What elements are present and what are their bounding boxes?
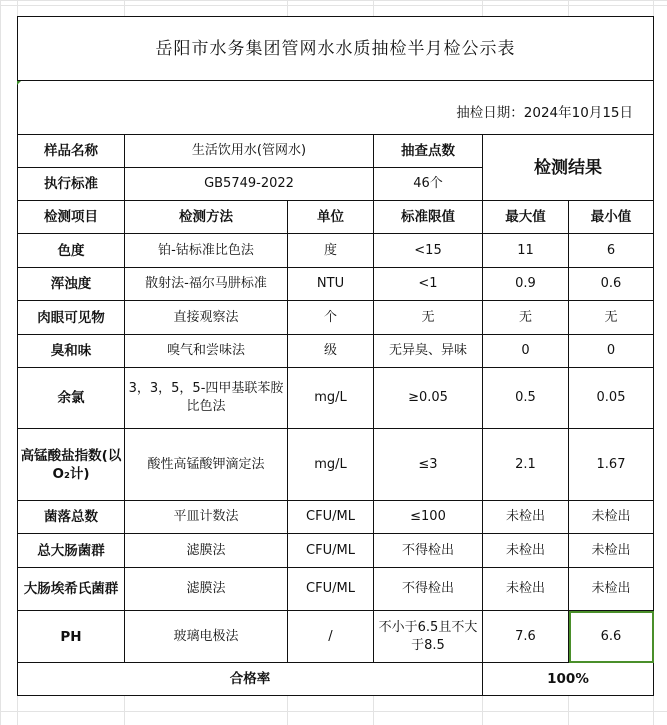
header-cell[interactable]: 单位 [288,201,374,234]
max-cell[interactable]: 7.6 [483,611,569,663]
pass-rate-row [18,663,654,696]
min-cell[interactable]: 0 [569,335,654,368]
unit-cell[interactable]: 个 [288,301,374,335]
table-row [18,501,654,534]
method-cell[interactable]: 滤膜法 [125,568,288,611]
max-cell[interactable]: 0 [483,335,569,368]
method-cell[interactable]: 直接观察法 [125,301,288,335]
max-cell[interactable]: 未检出 [483,501,569,534]
item-cell[interactable]: 大肠埃希氏菌群 [18,568,125,611]
method-cell[interactable]: 滤膜法 [125,534,288,568]
water-quality-table [17,16,654,696]
method-cell[interactable]: 铂-钴标准比色法 [125,234,288,268]
item-cell[interactable]: 总大肠菌群 [18,534,125,568]
unit-cell[interactable]: / [288,611,374,663]
unit-cell[interactable]: CFU/ML [288,534,374,568]
standard[interactable]: GB5749-2022 [125,168,374,201]
item-cell[interactable]: 高锰酸盐指数(以O₂计) [18,429,125,501]
max-cell[interactable]: 0.9 [483,268,569,301]
min-cell[interactable]: 无 [569,301,654,335]
limit-cell[interactable]: ≤100 [374,501,483,534]
max-cell[interactable]: 0.5 [483,368,569,429]
max-cell[interactable]: 未检出 [483,534,569,568]
header-cell[interactable]: 标准限值 [374,201,483,234]
min-cell[interactable]: 0.05 [569,368,654,429]
points[interactable]: 46个 [374,168,483,201]
method-cell[interactable]: 玻璃电极法 [125,611,288,663]
header-cell[interactable]: 最小值 [569,201,654,234]
limit-cell[interactable]: 不得检出 [374,568,483,611]
unit-cell[interactable]: CFU/ML [288,568,374,611]
item-cell[interactable]: 肉眼可见物 [18,301,125,335]
min-cell[interactable]: 1.67 [569,429,654,501]
table-row [18,568,654,611]
min-cell[interactable]: 6 [569,234,654,268]
sample-name[interactable]: 生活饮用水(管网水) [125,135,374,168]
min-cell[interactable]: 0.6 [569,268,654,301]
limit-cell[interactable]: <15 [374,234,483,268]
table-row [18,611,654,663]
standard-label[interactable]: 执行标准 [18,168,125,201]
method-cell[interactable]: 酸性高锰酸钾滴定法 [125,429,288,501]
item-cell[interactable]: PH [18,611,125,663]
table-row [18,301,654,335]
pass-rate-label[interactable]: 合格率 [18,663,483,696]
header-cell[interactable]: 最大值 [483,201,569,234]
table-row [18,429,654,501]
item-cell[interactable]: 余氯 [18,368,125,429]
method-cell[interactable]: 嗅气和尝味法 [125,335,288,368]
item-cell[interactable]: 臭和味 [18,335,125,368]
min-cell[interactable]: 未检出 [569,501,654,534]
table-row [18,335,654,368]
max-cell[interactable]: 11 [483,234,569,268]
pass-rate[interactable]: 100% [483,663,654,696]
method-cell[interactable]: 平皿计数法 [125,501,288,534]
min-cell[interactable]: 未检出 [569,568,654,611]
limit-cell[interactable]: ≤3 [374,429,483,501]
unit-cell[interactable]: mg/L [288,429,374,501]
inspection-date[interactable]: 抽检日期：2024年10月15日 [18,81,654,135]
min-cell[interactable]: 未检出 [569,534,654,568]
header-cell[interactable]: 检测项目 [18,201,125,234]
max-cell[interactable]: 无 [483,301,569,335]
item-cell[interactable]: 菌落总数 [18,501,125,534]
table-row [18,268,654,301]
max-cell[interactable]: 2.1 [483,429,569,501]
min-cell-selected[interactable]: 6.6 [569,611,654,663]
max-cell[interactable]: 未检出 [483,568,569,611]
points-label[interactable]: 抽查点数 [374,135,483,168]
method-cell[interactable]: 3，3，5，5-四甲基联苯胺比色法 [125,368,288,429]
unit-cell[interactable]: 度 [288,234,374,268]
limit-cell[interactable]: 不小于6.5且不大于8.5 [374,611,483,663]
table-row [18,534,654,568]
limit-cell[interactable]: 不得检出 [374,534,483,568]
limit-cell[interactable]: 无 [374,301,483,335]
unit-cell[interactable]: NTU [288,268,374,301]
table-row [18,368,654,429]
unit-cell[interactable]: mg/L [288,368,374,429]
table-row [18,234,654,268]
header-row [18,201,654,234]
cell-comment-marker [17,81,21,85]
unit-cell[interactable]: CFU/ML [288,501,374,534]
unit-cell[interactable]: 级 [288,335,374,368]
item-cell[interactable]: 色度 [18,234,125,268]
result-label[interactable]: 检测结果 [483,135,654,201]
limit-cell[interactable]: <1 [374,268,483,301]
header-cell[interactable]: 检测方法 [125,201,288,234]
page-title[interactable]: 岳阳市水务集团管网水水质抽检半月检公示表 [18,17,654,81]
limit-cell[interactable]: ≥0.05 [374,368,483,429]
limit-cell[interactable]: 无异臭、异味 [374,335,483,368]
item-cell[interactable]: 浑浊度 [18,268,125,301]
method-cell[interactable]: 散射法-福尔马肼标准 [125,268,288,301]
sample-name-label[interactable]: 样品名称 [18,135,125,168]
